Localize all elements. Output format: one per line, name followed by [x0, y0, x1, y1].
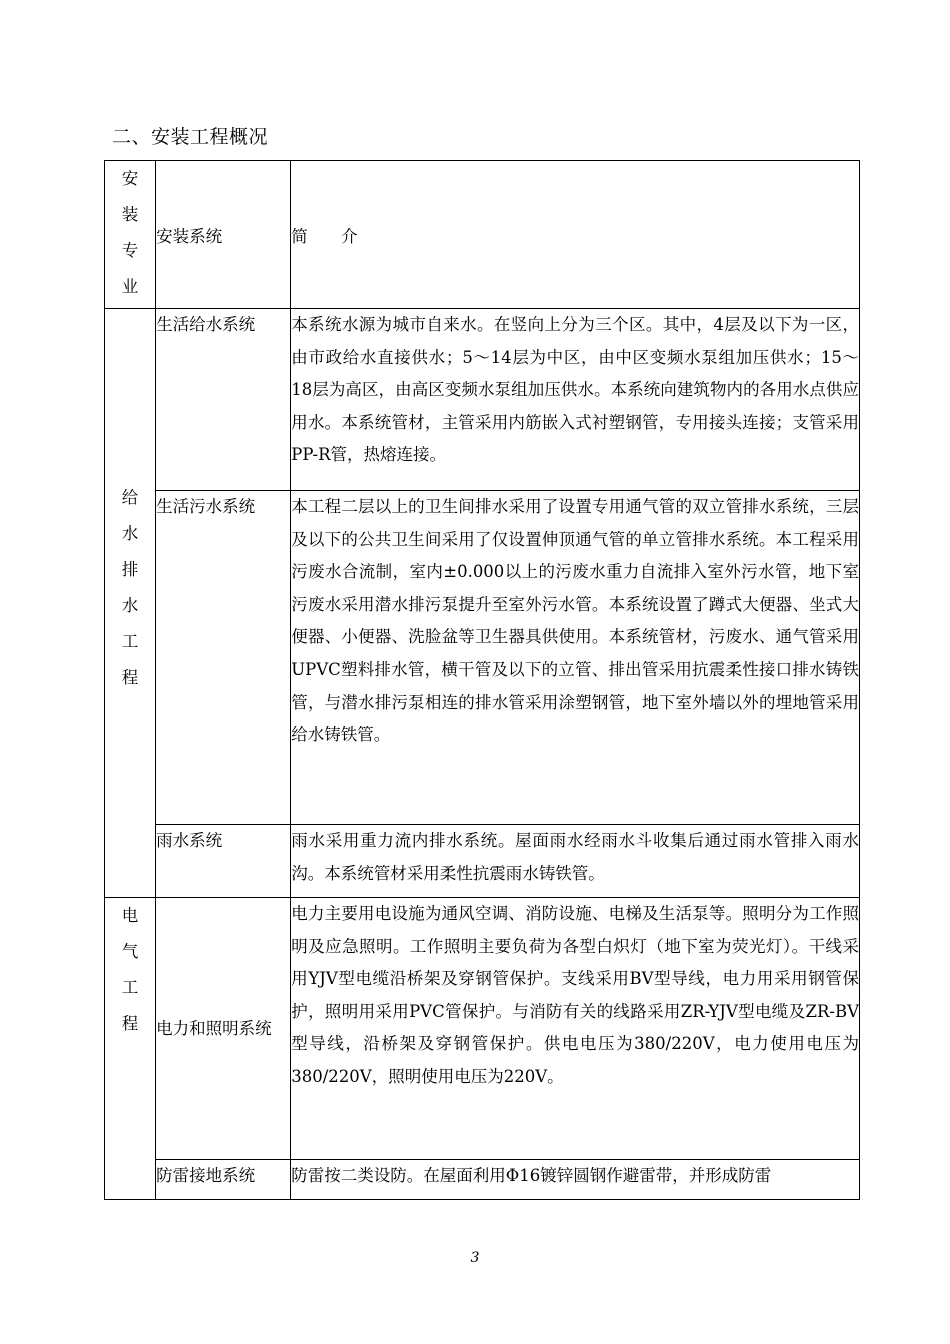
- specialty-char: 电: [121, 906, 139, 925]
- system-name-cell: 雨水系统: [156, 825, 291, 898]
- system-description-cell: 防雷按二类设防。在屋面利用Φ16镀锌圆钢作避雷带，并形成防雷: [291, 1160, 860, 1200]
- specialty-char: 排: [121, 560, 139, 579]
- system-description-cell: 电力主要用电设施为通风空调、消防设施、电梯及生活泵等。照明分为工作照明及应急照明。工作照明主要负荷为各型白炽灯（地下室为荧光灯）。干线采用YJV型电缆沿桥架及穿钢管保护。支线采用BV型导线，电力用采用钢管保护，照明用采用PVC管保护。与消防有关的线路采用ZR-YJV型电缆及ZR-BV型导线，沿桥架及穿钢管保护。供电电压为380/220V，电力使用电压为380/220V，照明使用电压为220V。: [291, 898, 860, 1160]
- table-row: [105, 898, 860, 1160]
- header-description-cell: 简 介: [291, 161, 860, 309]
- specialty-char: 程: [121, 668, 139, 687]
- specialty-char: 水: [121, 524, 139, 543]
- section-title: 二、安装工程概况: [112, 126, 269, 148]
- specialty-char: 给: [121, 488, 139, 507]
- header-specialty-char: 业: [121, 277, 139, 296]
- system-description-cell: 本工程二层以上的卫生间排水采用了设置专用通气管的双立管排水系统，三层及以下的公共卫生间采用了仅设置伸顶通气管的单立管排水系统。本工程采用污废水合流制，室内±0.000以上的污废水重力自流排入室外污水管，地下室污废水采用潜水排污泵提升至室外污水管。本系统设置了蹲式大便器、坐式大便器、小便器、洗脸盆等卫生器具供使用。本系统管材，污废水、通气管采用UPVC塑料排水管，横干管及以下的立管、排出管采用抗震柔性接口排水铸铁管，与潜水排污泵相连的排水管采用涂塑钢管，地下室外墙以外的埋地管采用给水铸铁管。: [291, 491, 860, 825]
- header-specialty-char: 专: [121, 241, 139, 260]
- header-system-cell: 安装系统: [156, 161, 291, 309]
- specialty-char: 工: [121, 632, 139, 651]
- specialty-cell-water: [105, 309, 156, 898]
- system-description-cell: 雨水采用重力流内排水系统。屋面雨水经雨水斗收集后通过雨水管排入雨水沟。本系统管材采用柔性抗震雨水铸铁管。: [291, 825, 860, 898]
- system-name-cell: 生活污水系统: [156, 491, 291, 825]
- system-name-cell: 电力和照明系统: [156, 898, 291, 1160]
- table-row: [105, 491, 860, 825]
- specialty-char: 工: [121, 978, 139, 997]
- table-row: [105, 1160, 860, 1200]
- header-specialty-cell: [105, 161, 156, 309]
- specialty-cell-electrical: [105, 898, 156, 1200]
- table-row: [105, 825, 860, 898]
- installation-overview-table: [104, 160, 860, 1200]
- header-specialty-char: 安: [121, 169, 139, 188]
- header-specialty-char: 装: [121, 205, 139, 224]
- system-description-cell: 本系统水源为城市自来水。在竖向上分为三个区。其中，4层及以下为一区，由市政给水直接供水；5～14层为中区，由中区变频水泵组加压供水；15～18层为高区，由高区变频水泵组加压供水。本系统向建筑物内的各用水点供应用水。本系统管材，主管采用内筋嵌入式衬塑钢管，专用接头连接；支管采用PP-R管，热熔连接。: [291, 309, 860, 491]
- system-name-cell: 生活给水系统: [156, 309, 291, 491]
- system-name-cell: 防雷接地系统: [156, 1160, 291, 1200]
- specialty-char: 水: [121, 596, 139, 615]
- specialty-char: 程: [121, 1014, 139, 1033]
- specialty-char: 气: [121, 942, 139, 961]
- table-header-row: [105, 161, 860, 309]
- table-row: [105, 309, 860, 491]
- page-number: 3: [470, 1250, 480, 1266]
